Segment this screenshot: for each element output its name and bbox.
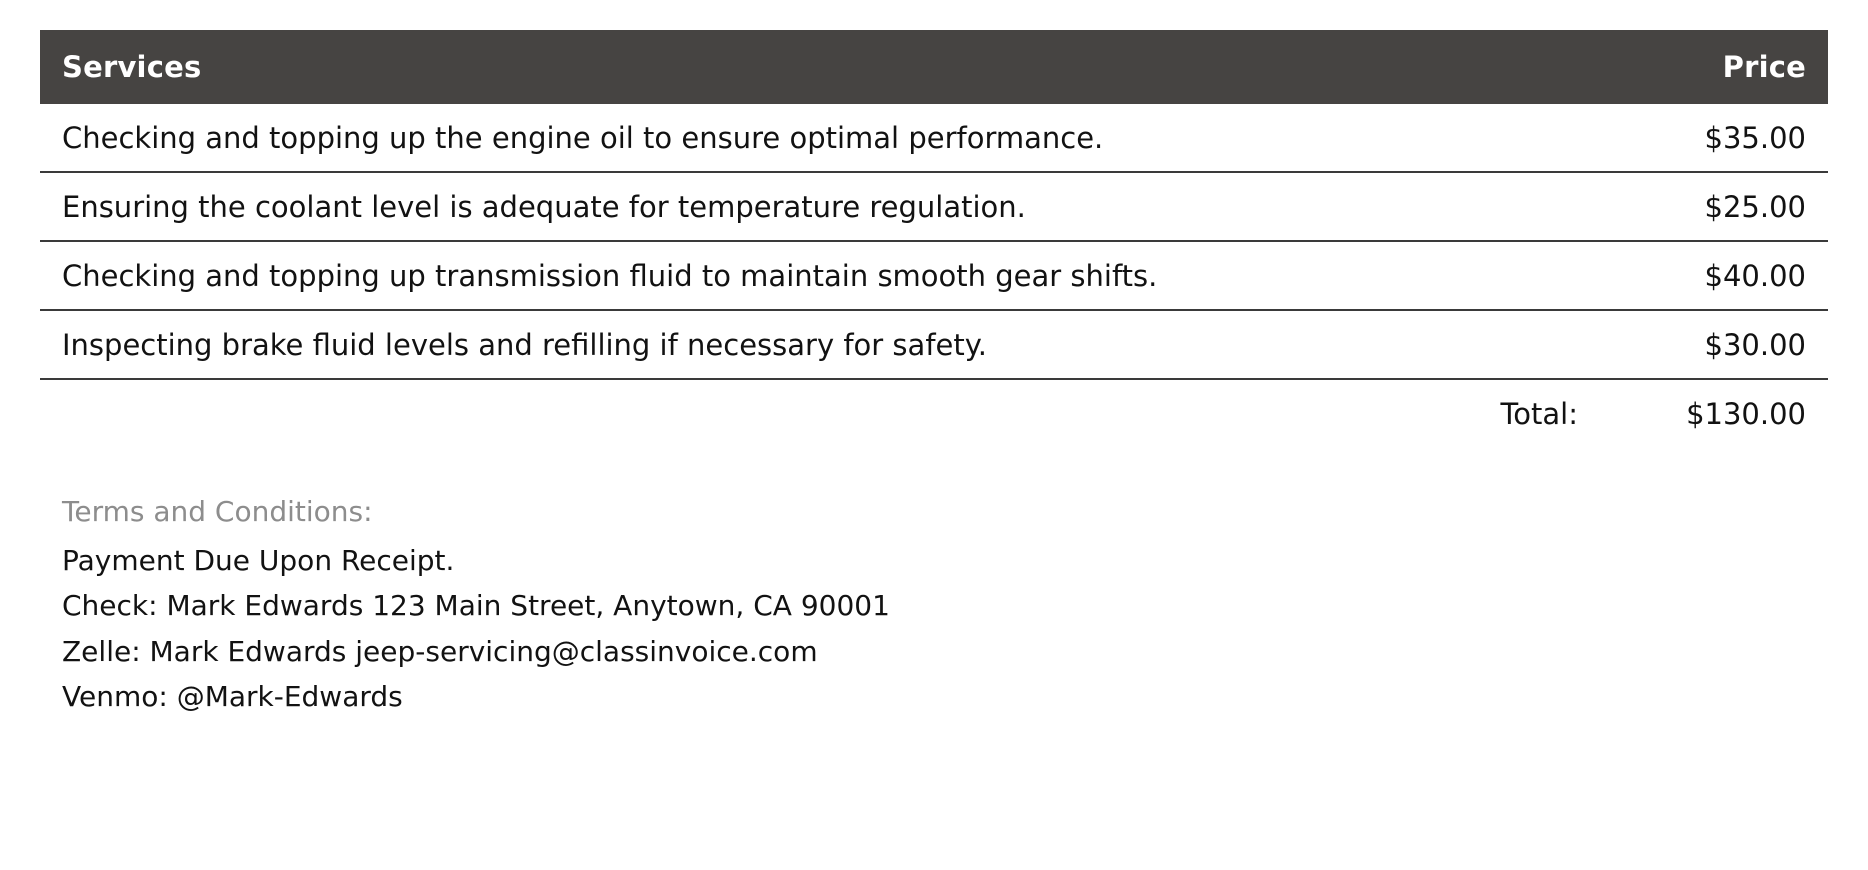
terms-heading: Terms and Conditions: xyxy=(62,495,373,528)
terms-line-check: Check: Mark Edwards 123 Main Street, Anytown, CA 90001 xyxy=(62,589,890,623)
table-row xyxy=(40,310,1828,379)
terms-line-zelle: Zelle: Mark Edwards jeep-servicing@classinvoice.com xyxy=(62,634,818,668)
table-row xyxy=(40,241,1828,310)
terms-and-conditions xyxy=(40,495,1828,719)
column-header-services: Services xyxy=(40,30,1588,104)
total-label: Total: xyxy=(1500,397,1578,431)
services-table xyxy=(40,30,1828,447)
terms-line-venmo: Venmo: @Mark-Edwards xyxy=(62,680,403,714)
table-row xyxy=(40,172,1828,241)
column-header-price: Price xyxy=(1588,30,1828,104)
terms-line-payment: Payment Due Upon Receipt. xyxy=(62,544,455,577)
service-price: $25.00 xyxy=(1588,172,1828,241)
services-table-head xyxy=(40,30,1828,104)
service-description: Checking and topping up transmission fluid to maintain smooth gear shifts. xyxy=(40,241,1588,310)
service-description: Inspecting brake fluid levels and refilling if necessary for safety. xyxy=(40,310,1588,379)
service-description: Checking and topping up the engine oil to ensure optimal performance. xyxy=(40,104,1588,172)
service-price: $30.00 xyxy=(1588,310,1828,379)
service-price: $35.00 xyxy=(1588,104,1828,172)
service-description: Ensuring the coolant level is adequate for temperature regulation. xyxy=(40,172,1588,241)
total-value: $130.00 xyxy=(1686,397,1806,431)
services-table-body xyxy=(40,104,1828,447)
service-price: $40.00 xyxy=(1588,241,1828,310)
table-total-row xyxy=(40,379,1828,447)
table-header-row xyxy=(40,30,1828,104)
table-row xyxy=(40,104,1828,172)
